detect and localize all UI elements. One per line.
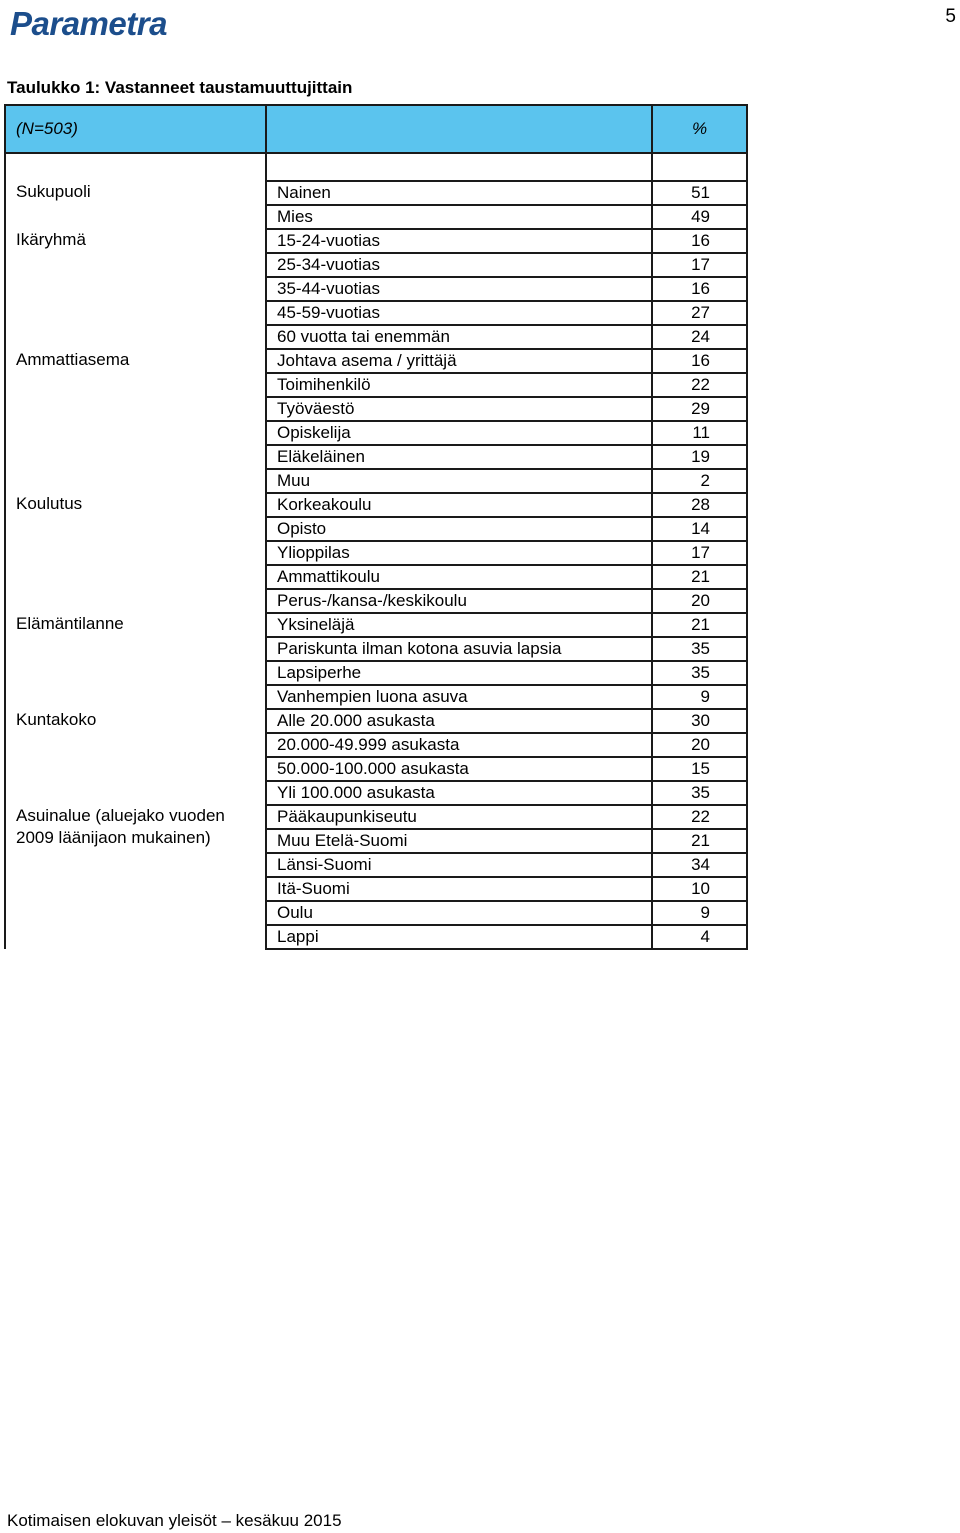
subcategory-label: Lappi (266, 925, 652, 949)
subcategory-label: Pariskunta ilman kotona asuvia lapsia (266, 637, 652, 661)
page-number: 5 (945, 6, 956, 27)
percent-value: 16 (652, 349, 747, 373)
percent-value: 27 (652, 301, 747, 325)
subcategory-label: Eläkeläinen (266, 445, 652, 469)
table-row (5, 229, 747, 253)
percent-value: 19 (652, 445, 747, 469)
subcategory-label: 50.000-100.000 asukasta (266, 757, 652, 781)
parametra-logo (10, 4, 170, 42)
percent-value: 22 (652, 805, 747, 829)
percent-value: 35 (652, 661, 747, 685)
subcategory-label: Nainen (266, 181, 652, 205)
logo-text: Parametra (10, 5, 167, 42)
percent-value: 34 (652, 853, 747, 877)
footer-text: Kotimaisen elokuvan yleisöt – kesäkuu 2015 (7, 1511, 342, 1530)
table-header-row (5, 105, 747, 153)
subcategory-label: 20.000-49.999 asukasta (266, 733, 652, 757)
category-label: Ikäryhmä (5, 229, 266, 349)
percent-value: 15 (652, 757, 747, 781)
percent-value: 10 (652, 877, 747, 901)
subcategory-label: Ylioppilas (266, 541, 652, 565)
percent-value: 20 (652, 733, 747, 757)
percent-value: 22 (652, 373, 747, 397)
subcategory-label: Vanhempien luona asuva (266, 685, 652, 709)
percent-value: 17 (652, 541, 747, 565)
subcategory-label: Toimihenkilö (266, 373, 652, 397)
spacer-row (5, 153, 747, 181)
subcategory-label: Johtava asema / yrittäjä (266, 349, 652, 373)
percent-value: 11 (652, 421, 747, 445)
percent-value: 28 (652, 493, 747, 517)
percent-value: 16 (652, 229, 747, 253)
subcategory-label: Korkeakoulu (266, 493, 652, 517)
subcategory-label: 15-24-vuotias (266, 229, 652, 253)
percent-value: 51 (652, 181, 747, 205)
percent-value: 21 (652, 613, 747, 637)
subcategory-label: Ammattikoulu (266, 565, 652, 589)
subcategory-label: Muu (266, 469, 652, 493)
subcategory-label: 35-44-vuotias (266, 277, 652, 301)
table-row (5, 805, 747, 829)
percent-value: 35 (652, 781, 747, 805)
category-label: Sukupuoli (5, 181, 266, 229)
subcategory-label: Oulu (266, 901, 652, 925)
header-sample-size: (N=503) (5, 105, 266, 153)
subcategory-label: 60 vuotta tai enemmän (266, 325, 652, 349)
spacer-cell (5, 153, 266, 181)
subcategory-label: Pääkaupunkiseutu (266, 805, 652, 829)
percent-value: 30 (652, 709, 747, 733)
percent-value: 9 (652, 901, 747, 925)
header-empty-cell (266, 105, 652, 153)
subcategory-label: Yksineläjä (266, 613, 652, 637)
percent-value: 16 (652, 277, 747, 301)
category-label: Asuinalue (aluejako vuoden 2009 läänijaon mukainen) (5, 805, 266, 949)
spacer-cell (266, 153, 652, 181)
percent-value: 49 (652, 205, 747, 229)
subcategory-label: Alle 20.000 asukasta (266, 709, 652, 733)
percent-value: 35 (652, 637, 747, 661)
subcategory-label: 25-34-vuotias (266, 253, 652, 277)
respondents-table (4, 104, 748, 950)
table-row (5, 709, 747, 733)
percent-value: 14 (652, 517, 747, 541)
percent-value: 20 (652, 589, 747, 613)
percent-value: 17 (652, 253, 747, 277)
percent-value: 29 (652, 397, 747, 421)
subcategory-label: Perus-/kansa-/keskikoulu (266, 589, 652, 613)
subcategory-label: Mies (266, 205, 652, 229)
header-percent: % (652, 105, 747, 153)
subcategory-label: Lapsiperhe (266, 661, 652, 685)
subcategory-label: Muu Etelä-Suomi (266, 829, 652, 853)
percent-value: 4 (652, 925, 747, 949)
table-row (5, 181, 747, 205)
category-label: Koulutus (5, 493, 266, 613)
table-row (5, 493, 747, 517)
category-label: Elämäntilanne (5, 613, 266, 709)
subcategory-label: Opiskelija (266, 421, 652, 445)
subcategory-label: Yli 100.000 asukasta (266, 781, 652, 805)
subcategory-label: Opisto (266, 517, 652, 541)
subcategory-label: Länsi-Suomi (266, 853, 652, 877)
category-label: Ammattiasema (5, 349, 266, 493)
percent-value: 24 (652, 325, 747, 349)
table-row (5, 613, 747, 637)
table-caption: Taulukko 1: Vastanneet taustamuuttujittain (7, 78, 353, 97)
percent-value: 21 (652, 829, 747, 853)
subcategory-label: Työväestö (266, 397, 652, 421)
subcategory-label: Itä-Suomi (266, 877, 652, 901)
category-label: Kuntakoko (5, 709, 266, 805)
spacer-cell (652, 153, 747, 181)
subcategory-label: 45-59-vuotias (266, 301, 652, 325)
table-body (5, 153, 747, 949)
percent-value: 9 (652, 685, 747, 709)
percent-value: 2 (652, 469, 747, 493)
table-row (5, 349, 747, 373)
percent-value: 21 (652, 565, 747, 589)
